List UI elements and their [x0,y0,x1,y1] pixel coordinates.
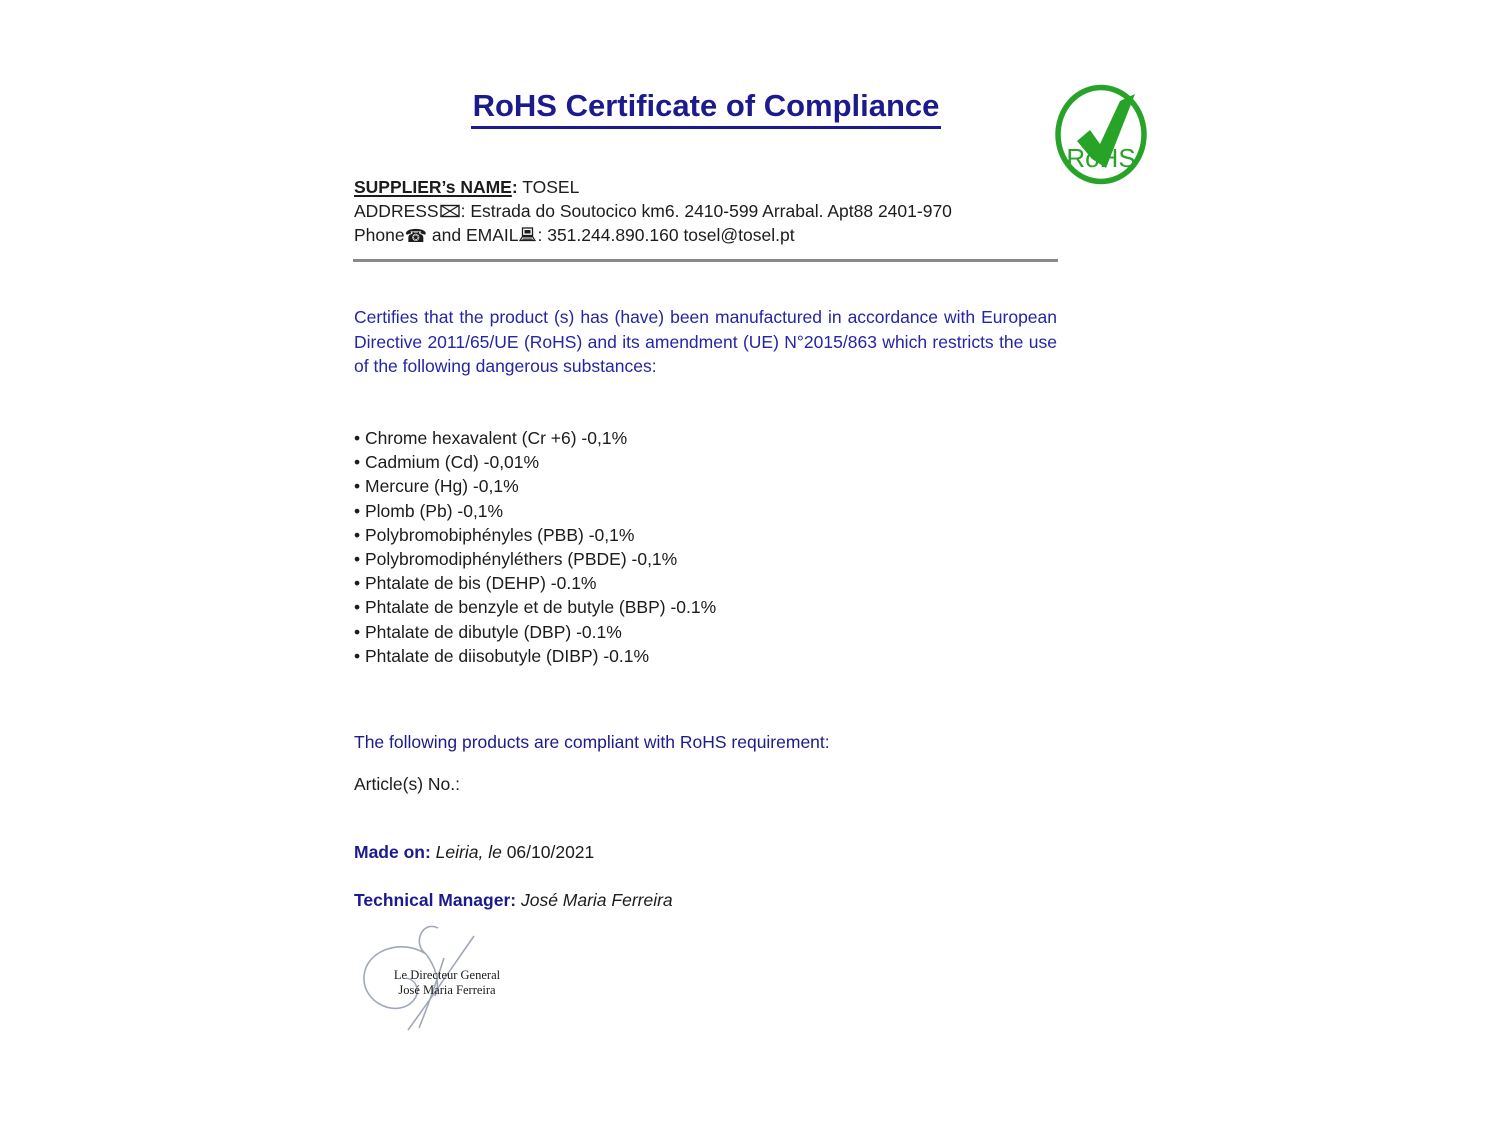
email-label: and EMAIL [427,225,519,245]
rohs-logo-label: RoHS [1066,143,1136,173]
address-value: : Estrada do Soutocico km6. 2410-599 Arrabal. Apt88 2401-970 [460,201,952,221]
supplier-name-label: SUPPLIER’s NAME [354,177,512,197]
substance-item: • Polybromobiphényles (PBB) -0,1% [354,523,1058,547]
rohs-logo [1053,83,1149,186]
address-label: ADDRESS [354,201,439,221]
supplier-name-line [354,175,1058,199]
section-divider [353,259,1058,262]
title-block [354,88,1058,129]
substance-item: • Phtalate de bis (DEHP) -0.1% [354,571,1058,595]
substance-item: • Chrome hexavalent (Cr +6) -0,1% [354,426,1058,450]
supplier-info [354,175,1058,248]
substance-item: • Phtalate de diisobutyle (DIBP) -0.1% [354,644,1058,668]
signature-text [392,968,502,998]
substance-item: • Phtalate de dibutyle (DBP) -0.1% [354,620,1058,644]
signature-block [356,922,536,1047]
computer-icon [519,227,536,242]
supplier-contact-line [354,223,1058,248]
substance-item: • Mercure (Hg) -0,1% [354,474,1058,498]
made-on-line [354,842,594,863]
phone-icon: ☎ [404,226,428,246]
articles-label: Article(s) No.: [354,774,460,794]
signature-line2: José Maria Ferreira [398,983,496,997]
substance-item: • Phtalate de benzyle et de butyle (BBP) -0.1% [354,595,1058,619]
certification-paragraph: Certifies that the product (s) has (have) been manufactured in accordance with European Directive 2011/65/UE (RoHS) and its amendment (UE) N°2015/863 which restricts the use of the following dangerous substances: [354,307,1057,377]
technical-manager-line [354,890,673,911]
substance-item: • Cadmium (Cd) -0,01% [354,450,1058,474]
substance-item: • Polybromodiphényléthers (PBDE) -0,1% [354,547,1058,571]
supplier-name-value: TOSEL [517,177,580,197]
signature-line1: Le Directeur General [393,968,501,982]
page-title: RoHS Certificate of Compliance [471,88,942,129]
compliance-statement: The following products are compliant with RoHS requirement: [354,732,830,752]
made-on-label: Made on: [354,842,431,862]
substances-list [354,426,1058,668]
made-on-place: Leiria, le [430,842,507,862]
envelope-icon [440,204,460,218]
supplier-address-line [354,199,1058,223]
technical-manager-label: Technical Manager: [354,890,517,910]
technical-manager-name: José Maria Ferreira [516,890,673,910]
substance-item: • Plomb (Pb) -0,1% [354,499,1058,523]
supplier-name-colon: : [511,177,518,197]
phone-label: Phone [354,225,405,245]
made-on-date: 06/10/2021 [506,842,595,862]
contact-value: : 351.244.890.160 tosel@tosel.pt [537,225,795,245]
